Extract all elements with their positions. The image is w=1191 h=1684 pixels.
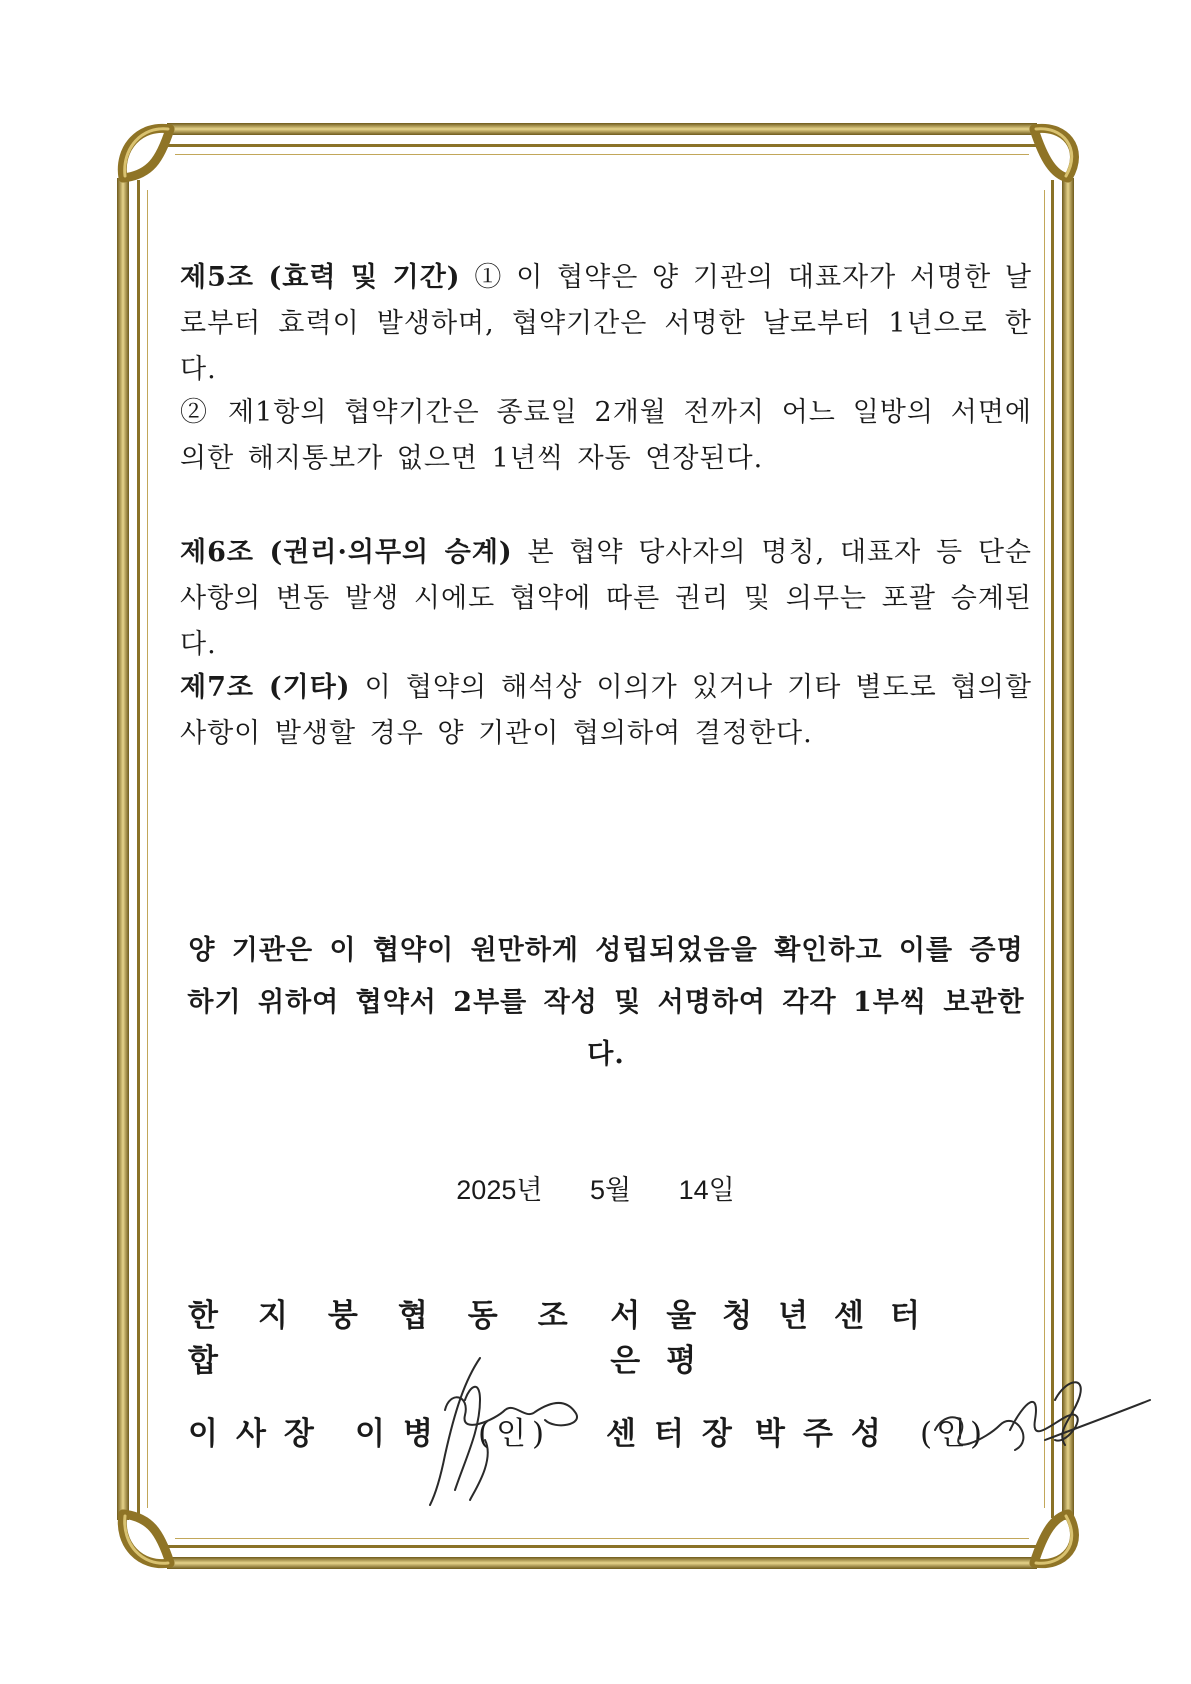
date-day: 14일 [678,1175,735,1205]
article-5-clause-2: ② 제1항의 협약기간은 종료일 2개월 전까지 어느 일방의 서면에 의한 해지통보가 없으면 1년씩 자동 연장된다. [180,397,1032,474]
chair-seal-mark: (인) [478,1416,551,1452]
article-7 [180,665,1032,757]
organization-2: 서울청년센터 은평 [610,1298,946,1379]
director-name: 박주성 [755,1416,899,1452]
director-seal-mark: (인) [920,1416,987,1452]
date-year: 2025년 [456,1175,543,1205]
article-6-heading: 제6조 (권리·의무의 승계) [180,537,513,568]
director-title: 센터장 [606,1416,750,1452]
article-5-clause-1-text: ① 이 협약은 양 기관의 대표자가 서명한 날로부터 효력이 발생하며, 협약기간은 서명한 날로부터 1년으로 한다. [180,262,1032,385]
article-5-heading: 제5조 (효력 및 기간) [180,262,461,293]
chair-handwritten-signature [425,1340,615,1510]
chair-name: 이병 [355,1416,451,1452]
article-7-text: 이 협약의 해석상 이의가 있거나 기타 별도로 협의할 사항이 발생할 경우 양 기관이 협의하여 결정한다. [180,672,1032,749]
article-6 [180,530,1032,668]
date-month: 5월 [589,1175,632,1205]
article-7-heading: 제7조 (기타) [180,672,351,703]
chair-title: 이사장 [188,1416,332,1452]
article-6-text: 본 협약 당사자의 명칭, 대표자 등 단순 사항의 변동 발생 시에도 협약에 따른 권리 및 의무는 포괄 승계된다. [180,537,1032,660]
closing-statement: 양 기관은 이 협약이 원만하게 성립되었음을 확인하고 이를 증명하기 위하여 협약서 2부를 작성 및 서명하여 각각 1부씩 보관한다. [187,935,1025,1070]
organization-1: 한지붕협동조합 [188,1298,608,1379]
director-handwritten-signature [915,1370,1155,1480]
article-5-clause-1 [180,255,1032,393]
signing-date [0,1168,1191,1207]
